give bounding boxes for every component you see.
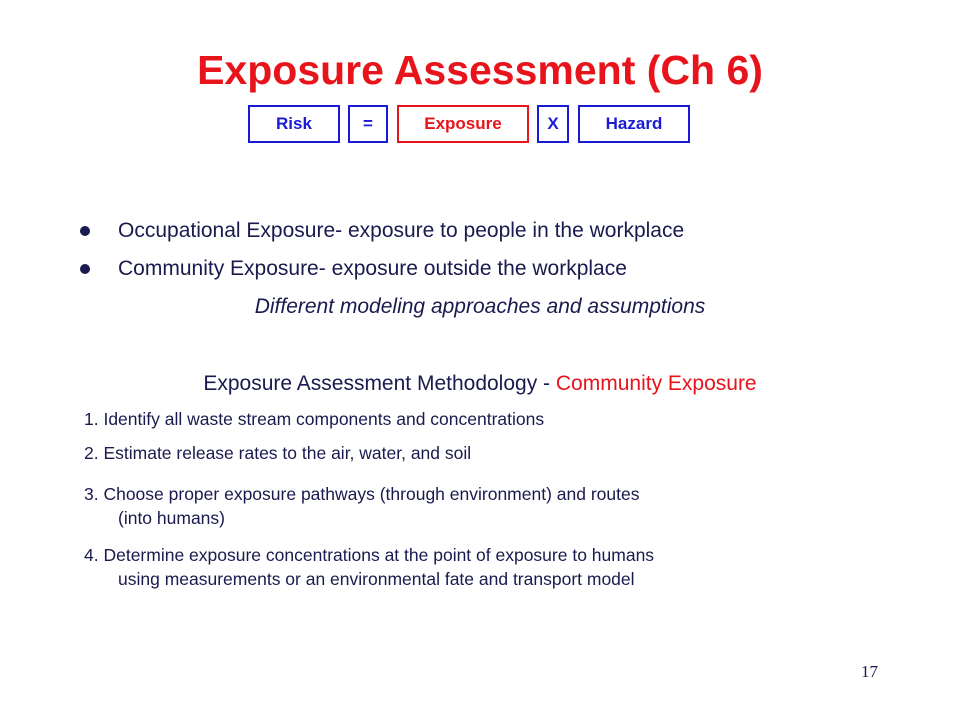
step-1: [84, 407, 884, 431]
step-text-continued: (into humans): [118, 508, 225, 528]
page-number: 17: [861, 662, 878, 681]
bullet-dot-icon: [80, 226, 90, 236]
step-3: [84, 482, 884, 530]
methodology-heading: [0, 372, 960, 396]
step-text: 4. Determine exposure concentrations at the point of exposure to humans: [84, 545, 655, 565]
bullet-dot-icon: [80, 264, 90, 274]
times-box: X: [537, 105, 569, 143]
methodology-heading-prefix: Exposure Assessment Methodology -: [203, 372, 556, 395]
bullet-occupational: [80, 219, 684, 243]
modeling-note: Different modeling approaches and assumptions: [254, 295, 706, 318]
step-4: [84, 543, 884, 591]
risk-box: Risk: [248, 105, 340, 143]
step-text: 2. Estimate release rates to the air, water, and soil: [84, 443, 472, 463]
bullet-community: [80, 257, 627, 281]
step-2: [84, 441, 884, 465]
step-text: 1. Identify all waste stream components and concentrations: [84, 409, 545, 429]
exposure-box: Exposure: [397, 105, 529, 143]
bullet-text: Community Exposure- exposure outside the workplace: [118, 257, 627, 280]
hazard-box: Hazard: [578, 105, 690, 143]
step-text: 3. Choose proper exposure pathways (through environment) and routes: [84, 484, 640, 504]
equals-box: =: [348, 105, 388, 143]
step-text-continued: using measurements or an environmental fate and transport model: [118, 569, 635, 589]
slide-title: Exposure Assessment (Ch 6): [197, 47, 763, 93]
methodology-heading-highlight: Community Exposure: [555, 372, 757, 395]
bullet-text: Occupational Exposure- exposure to people in the workplace: [118, 219, 685, 242]
